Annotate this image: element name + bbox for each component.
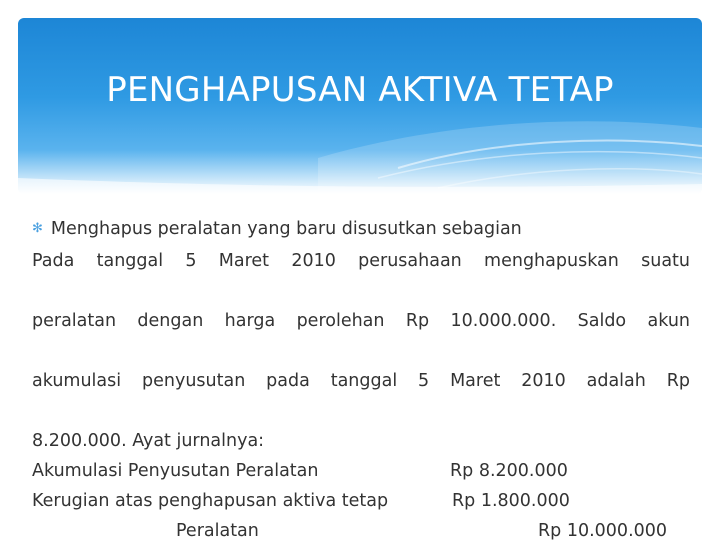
journal-amount: Rp 8.200.000 [450, 461, 568, 481]
paragraph-line: akumulasi penyusutan pada tanggal 5 Maret 2010 adalah Rp [32, 371, 690, 391]
bullet-item [32, 214, 690, 246]
paragraph-line: Pada tanggal 5 Maret 2010 perusahaan menghapuskan suatu [32, 251, 690, 271]
paragraph-line: peralatan dengan harga perolehan Rp 10.000.000. Saldo akun [32, 311, 690, 331]
bullet-text: Menghapus peralatan yang baru disusutkan sebagian [50, 219, 522, 239]
journal-amount: Rp 10.000.000 [538, 521, 668, 541]
journal-row [32, 516, 690, 546]
slide-title: PENGHAPUSAN AKTIVA TETAP [106, 70, 614, 110]
journal-row [32, 486, 690, 516]
paragraph-line: 8.200.000. Ayat jurnalnya: [32, 431, 265, 451]
slide-body [32, 214, 690, 546]
asterisk-bullet-icon: ✻ [32, 221, 43, 236]
journal-account: Akumulasi Penyusutan Peralatan [32, 461, 319, 481]
journal-account: Peralatan [176, 521, 259, 541]
journal-account: Kerugian atas penghapusan aktiva tetap [32, 491, 389, 511]
journal-amount: Rp 1.800.000 [452, 491, 570, 511]
journal-row [32, 456, 690, 486]
title-banner [18, 18, 702, 194]
